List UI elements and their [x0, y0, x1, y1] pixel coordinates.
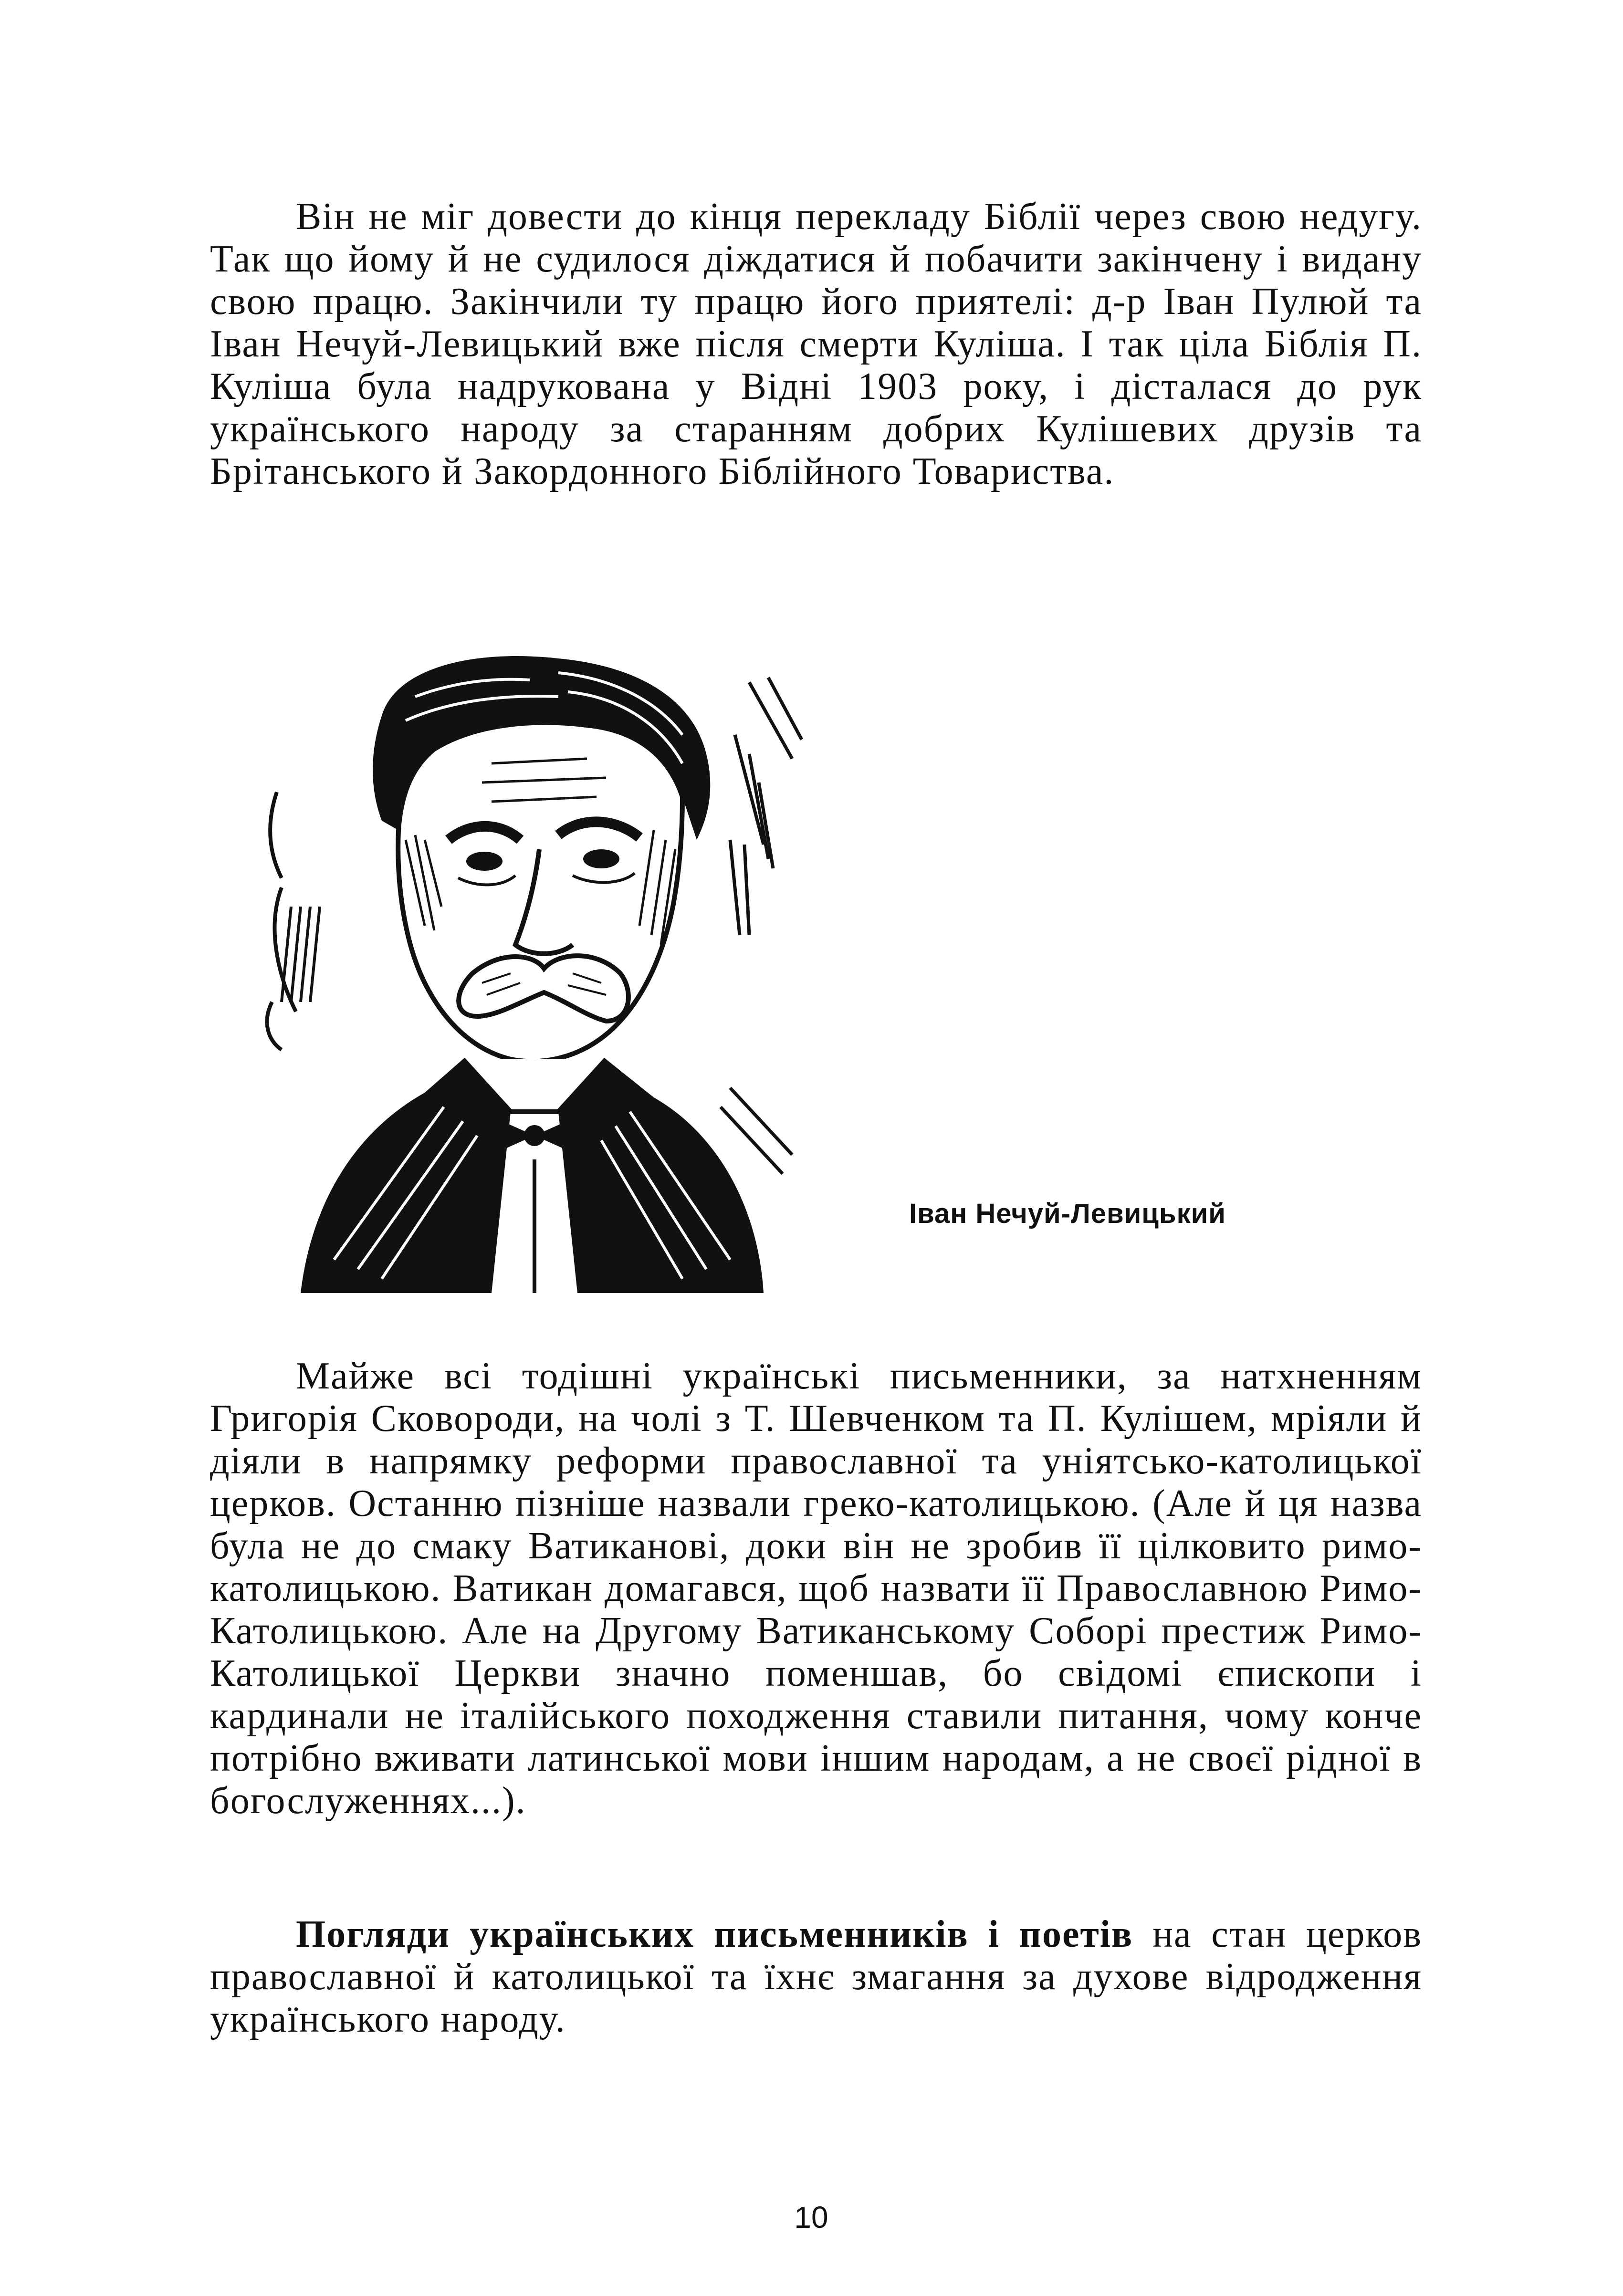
portrait-illustration: [224, 639, 840, 1293]
body-paragraph: Він не міг довести до кінця перекладу Біблії через свою недугу. Так що йому й не судилося діждатися й побачити закінчену і видану свою працю. Закінчили ту працю його приятелі: д-р Іван Пулюй та Іван Нечуй-Левицький вже після смерти Куліша. І так ціла Біблія П. Куліша була надрукована у Відні 1903 року, і дісталася до рук українського народу за старанням добрих Кулішевих друзів та Брітанського й Закордонного Біблійного Товариства.: [210, 196, 1422, 492]
paragraph-text: на стан церков православної й католицької та їхнє змагання за духове відродження українського народу.: [210, 1913, 1423, 2040]
portrait-caption: Іван Нечуй-Левицький: [909, 1198, 1226, 1229]
body-paragraph: [210, 1913, 1422, 2041]
section-heading-inline: Погляди українських письменників і поетів: [296, 1913, 1133, 1955]
portrait-engraving-icon: [224, 639, 840, 1293]
page-number: 10: [794, 2200, 828, 2234]
body-paragraph: Майже всі тодішні українські письменники, за натхненням Григорія Сковороди, на чолі з Т. Шевченком та П. Кулішем, мріяли й діяли в напрямку реформи православної та уніятсько-католицької церков. Останню пізніше назвали греко-католицькою. (Але й ця назва була не до смаку Ватиканові, доки він не зробив її цілковито римо-католицькою. Ватикан домагався, щоб назвати її Православною Римо-Католицькою. Але на Другому Ватиканському Соборі престиж Римо-Католицької Церкви значно поменшав, бо свідомі єпископи і кардинали не італійського походження ставили питання, чому конче потрібно вживати латинської мови іншим народам, а не своєї рідної в богослуженнях...).: [210, 1355, 1422, 1822]
